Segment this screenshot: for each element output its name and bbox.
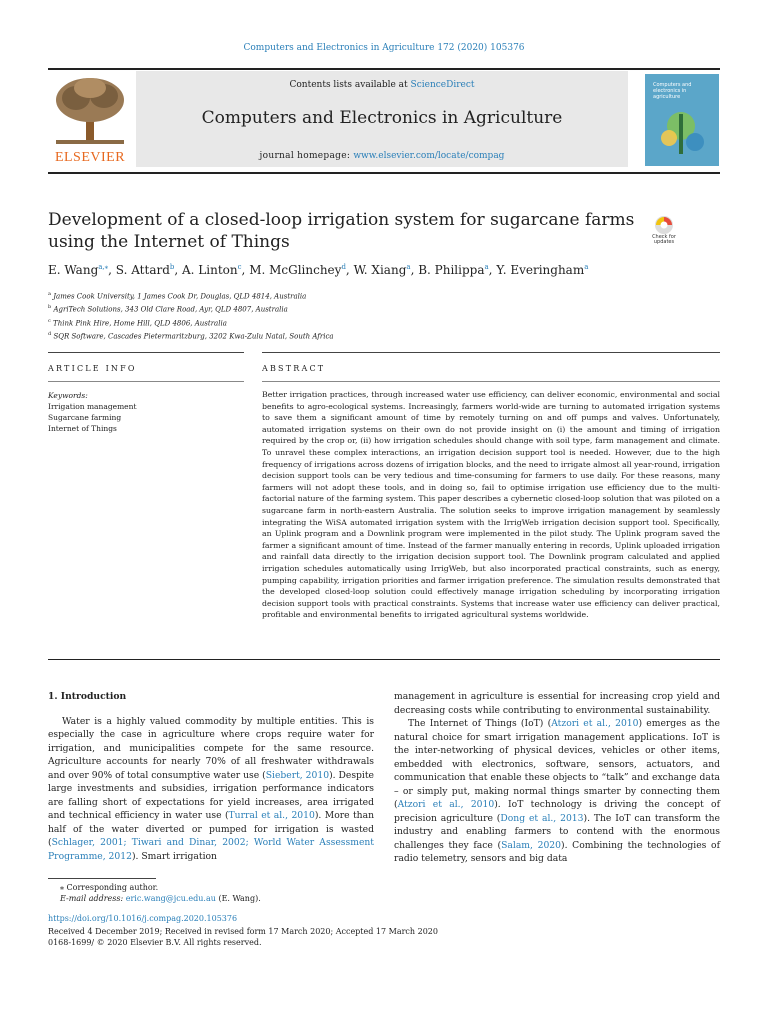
citation-link[interactable]: Siebert, 2010 bbox=[265, 769, 330, 781]
abstract-subrule bbox=[262, 381, 720, 382]
author[interactable]: B. Philippa$^a$ bbox=[418, 263, 489, 277]
homepage-link[interactable]: www.elsevier.com/locate/compag bbox=[353, 151, 505, 161]
cover-title: Computers and electronics in agriculture bbox=[653, 82, 692, 100]
copyright: 0168-1699/ © 2020 Elsevier B.V. All rights reserved. bbox=[48, 938, 262, 947]
check-for-updates-label: Check for updates bbox=[652, 234, 676, 245]
email-link[interactable]: eric.wang@jcu.edu.au bbox=[125, 894, 216, 903]
journal-reference[interactable]: Computers and Electronics in Agriculture 172 (2020) 105376 bbox=[243, 43, 525, 53]
abstract-text: Better irrigation practices, through increased water use efficiency, can deliver economic, environmental and social benefits to agro-ecological systems. Increasingly, farmers world-wide are turning to automated irrigation systems to save them a significant amount of time by remotely turning on and off pumps and valves. Unfortunately, automated irrigation systems on their own do not provide insight on (i) the amount and timing of irrigation required by the crop or, (ii) how irrigation schedules should change with soil type, farm management and climate. To unravel these complex interactions, an irrigation decision support tool is needed. However, due to the high frequency of irrigations across dozens of irrigation blocks, and the need to irrigate almost all year-round, irrigation decision support tools can be very tedious and time-consuming for farmers to use daily. For these reasons, many farmers will not adopt these tools, and in doing so, fail to optimise irrigation use efficiency due to the multi-factorial nature of the farming system. This paper describes a cybernetic closed-loop solution that was piloted on a sugarcane farm in north-eastern Australia. The solution seeks to improve irrigation management by seamlessly integrating the WiSA automated irrigation system with the IrrigWeb irrigation decision support tool. Specifically, an Uplink program and a Downlink program were implemented in the pilot study. The Uplink program saved the farmer a significant amount of time. Instead of the farmer manually entering in records, Uplink uploaded irrigation and rainfall data directly to the irrigation decision support tool. The Downlink program calculated and applied irrigation schedules automatically using IrrigWeb, but also incorporated practical constraints, such as energy, pumping capability, irrigation priorities and farmer irrigation preference. The simulation results demonstrated that the developed closed-loop solution could effectively manage irrigation scheduling by incorporating irrigation decision support tools with practical constraints. Systems that increase water use efficiency can deliver practical, profitable and environmental benefits to irrigated agricultural systems worldwide. bbox=[262, 390, 720, 620]
keyword: Irrigation management bbox=[48, 402, 137, 411]
homepage-label: journal homepage: bbox=[259, 151, 354, 161]
doi-link[interactable]: https://doi.org/10.1016/j.compag.2020.105376 bbox=[48, 914, 238, 923]
affiliation: $^a$ James Cook University, 1 James Cook Dr, Douglas, QLD 4814, Australia bbox=[48, 291, 307, 301]
author[interactable]: S. Attard$^b$ bbox=[115, 263, 175, 277]
abstract-rule bbox=[262, 352, 720, 353]
publisher-name: ELSEVIER bbox=[54, 150, 126, 165]
author[interactable]: Y. Everingham$^a$ bbox=[496, 263, 589, 277]
check-for-updates-badge[interactable] bbox=[646, 213, 682, 249]
paragraph: Water is a highly valued commodity by multiple entities. This is especially the case in agriculture where crops require water for irrigation, and municipalities compete for the same resource. Agriculture accounts for nearly 70% of all freshwater withdrawals and over 90% of total consumptive water use (Siebert, 2010). Despite large investments and subsidies, irrigation performance indicators are falling short of expectations for yield increases, area irrigated and technical efficiency in water use (Turral et al., 2010). More than half of the water diverted or pumped for irrigation is wasted (Schlager, 2001; Tiwari and Dinar, 2002; World Water Assessment Programme, 2012). Smart irrigation bbox=[48, 715, 374, 862]
author[interactable]: M. McGlinchey$^d$ bbox=[249, 263, 346, 277]
article-info-heading: ARTICLE INFO bbox=[48, 364, 137, 373]
journal-title: Computers and Electronics in Agriculture bbox=[201, 108, 563, 128]
paragraph: The Internet of Things (IoT) (Atzori et al., 2010) emerges as the natural choice for smart irrigation management applications. IoT is the inter-networking of physical devices, vehicles or other items, embedded with electronics, software, sensors, actuators, and communication that enable these objects to “talk” and exchange data – or simply put, making normal things smarter by connecting them (Atzori et al., 2010). IoT technology is driving the concept of precision agriculture (Dong et al., 2013). The IoT can transform the industry and enabling farmers to contend with the enormous challenges they face (Salam, 2020). Combining the technologies of radio telemetry, sensors and big data bbox=[394, 718, 720, 864]
affiliation: $^b$ AgriTech Solutions, 343 Old Clare Road, Ayr, QLD 4807, Australia bbox=[48, 304, 288, 314]
article-info-rule bbox=[48, 352, 244, 353]
contents-prefix: Contents lists available at bbox=[289, 80, 411, 90]
journal-cover-image[interactable] bbox=[645, 74, 719, 166]
paragraph: management in agriculture is essential for increasing crop yield and decreasing costs while contributing to environmental sustainability. bbox=[394, 691, 720, 716]
sciencedirect-link[interactable]: ScienceDirect bbox=[410, 80, 475, 90]
top-rule bbox=[48, 68, 720, 70]
citation-link[interactable]: Schlager, 2001; Tiwari and Dinar, 2002; World Water Assessment Programme, 2012 bbox=[48, 837, 374, 862]
body-column-right bbox=[394, 690, 720, 866]
author[interactable]: A. Linton$^c$ bbox=[182, 263, 242, 277]
keywords-label: Keywords: bbox=[48, 391, 88, 400]
section-heading: 1. Introduction bbox=[48, 691, 127, 702]
keyword: Sugarcane farming bbox=[48, 413, 122, 422]
article-info-subrule bbox=[48, 381, 244, 382]
abstract-bottom-rule bbox=[48, 659, 720, 660]
citation-link[interactable]: Atzori et al., 2010 bbox=[397, 799, 495, 810]
affiliations bbox=[48, 289, 708, 342]
contents-line bbox=[136, 80, 628, 90]
article-title: Development of a closed-loop irrigation system for sugarcane farms using the Internet of Things bbox=[48, 210, 635, 252]
author[interactable]: W. Xiang$^a$ bbox=[353, 263, 411, 277]
keyword: Internet of Things bbox=[48, 424, 117, 433]
affiliation: $^c$ Think Pink Hire, Home Hill, QLD 4806, Australia bbox=[48, 317, 227, 327]
body-column-left bbox=[48, 690, 374, 863]
author-list: E. Wang$^{a,⁎}$, S. Attard$^b$, A. Linton$^c$, M. McGlinchey$^d$, W. Xiang$^a$, B. Philippa$^a$, Y. Everingham$^a$ bbox=[48, 263, 589, 277]
corresponding-author-note: ⁎ Corresponding author. bbox=[60, 883, 159, 892]
keywords-block bbox=[48, 390, 244, 434]
citation-link[interactable]: Atzori et al., 2010 bbox=[551, 718, 639, 729]
affiliation: $^d$ SQR Software, Cascades Pietermaritzburg, 3202 Kwa-Zulu Natal, South Africa bbox=[48, 330, 334, 341]
journal-homepage bbox=[136, 151, 628, 161]
footnote-rule bbox=[48, 878, 156, 879]
abstract-heading: ABSTRACT bbox=[262, 364, 326, 373]
received-dates: Received 4 December 2019; Received in revised form 17 March 2020; Accepted 17 March 2020 bbox=[48, 927, 438, 936]
citation-link[interactable]: Dong et al., 2013 bbox=[500, 812, 584, 824]
author[interactable]: E. Wang$^{a,⁎}$ bbox=[48, 263, 109, 277]
masthead-rule bbox=[48, 172, 720, 174]
citation-link[interactable]: Turral et al., 2010 bbox=[228, 810, 315, 821]
email-line: E-mail address: eric.wang@jcu.edu.au (E. Wang). bbox=[60, 894, 261, 903]
citation-link[interactable]: Salam, 2020 bbox=[501, 839, 561, 851]
footnote bbox=[60, 882, 660, 904]
